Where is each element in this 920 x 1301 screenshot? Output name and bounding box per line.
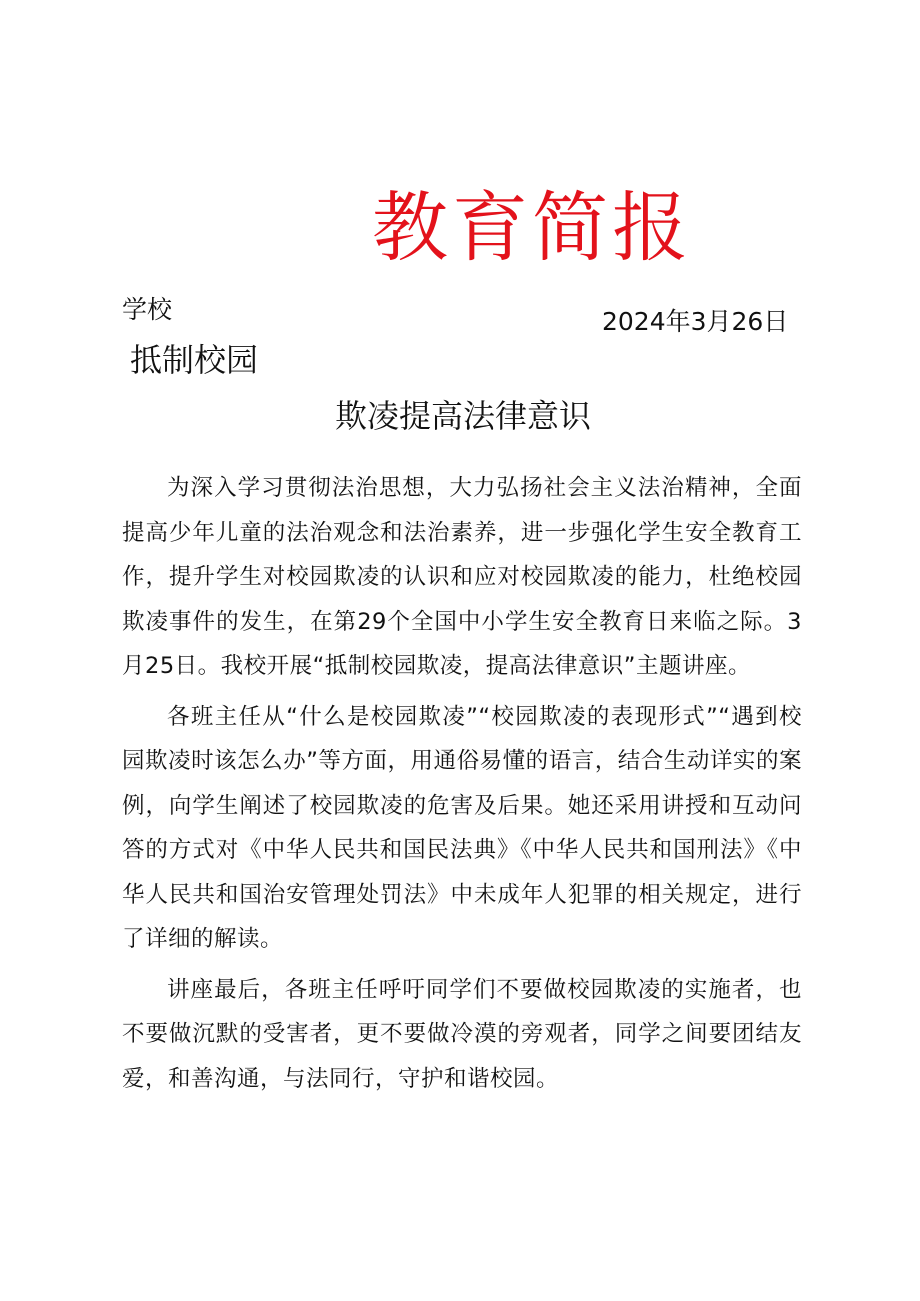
- article-paragraph: 讲座最后，各班主任呼吁同学们不要做校园欺凌的实施者，也不要做沉默的受害者，更不要做冷漠的旁观者，同学之间要团结友爱，和善沟通，与法同行，守护和谐校园。: [122, 976, 802, 1092]
- newsletter-masthead: 教育简报: [372, 183, 692, 272]
- school-label: 学校: [122, 295, 173, 324]
- issue-date: 2024年3月26日: [602, 307, 789, 336]
- article-title-line-2: 欺凌提高法律意识: [335, 397, 592, 435]
- article-body: [122, 466, 802, 1107]
- article-paragraph: 为深入学习贯彻法治思想，大力弘扬社会主义法治精神，全面提高少年儿童的法治观念和法治素养，进一步强化学生安全教育工作，提升学生对校园欺凌的认识和应对校园欺凌的能力，杜绝校园欺凌事件的发生，在第29个全国中小学生安全教育日来临之际。3月25日。我校开展“抵制校园欺凌，提高法律意识”主题讲座。: [122, 475, 802, 679]
- article-title-line-1: 抵制校园: [130, 341, 259, 379]
- article-paragraph: 各班主任从“什么是校园欺凌”“校园欺凌的表现形式”“遇到校园欺凌时该怎么办”等方面，用通俗易懂的语言，结合生动详实的案例，向学生阐述了校园欺凌的危害及后果。她还采用讲授和互动问答的方式对《中华人民共和国民法典》《中华人民共和国刑法》《中华人民共和国治安管理处罚法》中未成年人犯罪的相关规定，进行了详细的解读。: [122, 703, 802, 952]
